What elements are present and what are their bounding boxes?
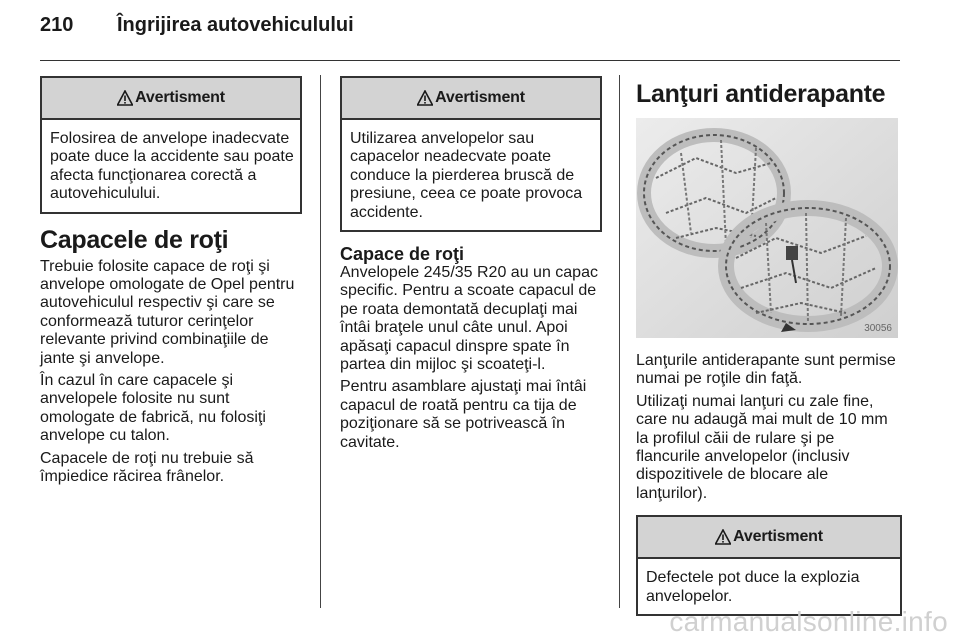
- section-heading: Capacele de roţi: [40, 225, 229, 254]
- warning-box: [340, 76, 602, 232]
- column-left: [40, 76, 302, 487]
- running-title: Îngrijirea autovehiculului: [117, 14, 354, 36]
- figure-number: 30056: [864, 323, 892, 334]
- warning-title: Avertisment: [135, 89, 225, 106]
- page-number: 210: [40, 14, 74, 36]
- column-divider-1: [320, 75, 321, 608]
- warning-title: Avertisment: [435, 89, 525, 106]
- warning-triangle-icon: [117, 90, 133, 106]
- footer-watermark: carmanualsonline.info: [669, 606, 948, 637]
- section-heading: Capace de roţi: [340, 244, 465, 265]
- paragraph: Lanţurile antiderapante sunt permise numai pe roţile din faţă.: [636, 352, 896, 388]
- snow-chains-illustration: [636, 118, 898, 338]
- warning-header: [342, 78, 600, 120]
- paragraph: În cazul în care capacele şi anvelopele folosite nu sunt omologate de fabrică, nu folosiţi anvelope cu talon.: [40, 372, 266, 445]
- warning-triangle-icon: [417, 90, 433, 106]
- warning-body: Defectele pot duce la explozia anvelopelor.: [646, 569, 860, 605]
- warning-box: [636, 515, 902, 616]
- paragraph: Utilizaţi numai lanţuri cu zale fine, care nu adaugă mai mult de 10 mm la profilul căii de rulare şi pe flancurile anvelopelor (inclusiv dispozitivele de blocare ale lanţurilor).: [636, 392, 888, 502]
- warning-title: Avertisment: [733, 528, 823, 546]
- paragraph: Trebuie folosite capace de roţi şi anvelope omologate de Opel pentru autovehiculul respectiv şi care se conformează tuturor cerinţelor relevante privind combinaţiile de jante şi anvelope.: [40, 257, 295, 367]
- snow-chains-drawing: [636, 118, 898, 338]
- column-right: [636, 76, 902, 616]
- paragraph: Capacele de roţi nu trebuie să împiedice răcirea frânelor.: [40, 449, 254, 486]
- warning-triangle-icon: [715, 529, 731, 545]
- paragraph: Pentru asamblare ajustaţi mai întâi capacul de roată pentru ca tija de poziţionare să se potrivească în cavitate.: [340, 378, 587, 451]
- warning-header: [42, 78, 300, 120]
- header-rule: [40, 60, 900, 61]
- column-middle: [340, 76, 602, 452]
- warning-body: Folosirea de anvelope inadecvate poate duce la accidente sau poate afecta funcţionarea corectă a autovehiculului.: [50, 130, 294, 203]
- paragraph: Anvelopele 245/35 R20 au un capac specific. Pentru a scoate capacul de pe roata demontată decuplaţi mai întâi braţele unul câte unul. Apoi apăsaţi capacul dinspre spate în partea din mijloc şi scoateţi-l.: [340, 264, 598, 374]
- warning-header: [638, 517, 900, 559]
- warning-body: Utilizarea anvelopelor sau capacelor neadecvate poate conduce la pierderea bruscă de presiune, ceea ce poate provoca accidente.: [350, 130, 583, 221]
- warning-box: [40, 76, 302, 214]
- column-divider-2: [619, 75, 620, 608]
- section-heading: Lanţuri antiderapante: [636, 80, 886, 108]
